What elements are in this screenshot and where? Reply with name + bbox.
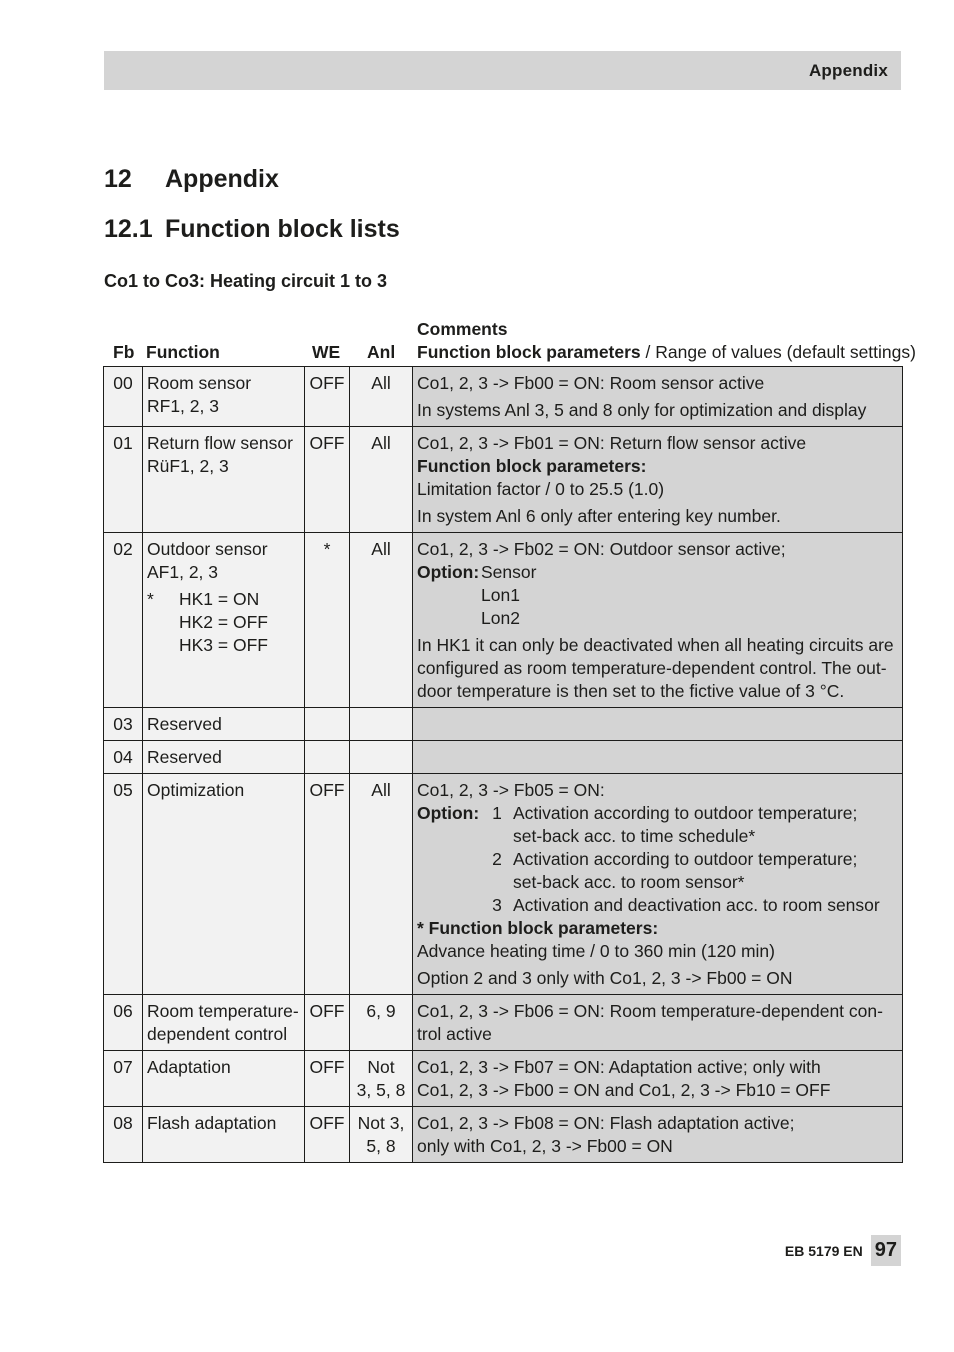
comment-line: trol active (417, 1024, 492, 1044)
section-number: 12.1 (104, 215, 153, 243)
function-line: RüF1, 2, 3 (147, 456, 229, 476)
comments-cell (412, 741, 903, 773)
subsection-heading: Co1 to Co3: Heating circuit 1 to 3 (104, 271, 388, 291)
function-line: HK2 = OFF (179, 612, 268, 632)
option-label: Option: (417, 562, 480, 582)
comment-line: set-back acc. to room sensor* (513, 872, 745, 892)
footnote-block (147, 588, 300, 611)
running-header (104, 51, 901, 90)
table-row (103, 741, 903, 774)
section-heading (104, 215, 400, 244)
function-line: AF1, 2, 3 (147, 562, 219, 582)
header-we: WE (312, 342, 341, 362)
comment-line: Lon1 (481, 585, 520, 605)
comment-line: Co1, 2, 3 -> Fb06 = ON: Room temperature-dependent con- (417, 1001, 883, 1021)
function-line: HK1 = ON (179, 589, 260, 609)
comment-line: In systems Anl 3, 5 and 8 only for optimization and display (417, 400, 867, 420)
function-line: HK3 = OFF (179, 635, 268, 655)
option-line (417, 802, 898, 848)
table-row (103, 1107, 903, 1163)
chapter-number: 12 (104, 165, 132, 193)
header-comments: Comments (417, 319, 508, 339)
comment-line: configured as room temperature-dependent control. The out- (417, 658, 887, 678)
comment-line: Limitation factor / 0 to 25.5 (1.0) (417, 479, 665, 499)
option-text (513, 802, 898, 848)
function-cell (142, 367, 304, 426)
table-row (103, 367, 903, 427)
option-number: 3 (492, 895, 502, 915)
function-line: Outdoor sensor (147, 539, 268, 559)
anl-line: 3, 5, 8 (356, 1080, 406, 1100)
comment-line: Option 2 and 3 only with Co1, 2, 3 -> Fb00 = ON (417, 968, 793, 988)
function-cell (142, 708, 304, 740)
fb-number: 00 (103, 367, 142, 426)
fb-number: 05 (103, 774, 142, 994)
header-function: Function (146, 342, 220, 362)
anl-value: All (349, 427, 412, 532)
comments-cell (412, 1051, 903, 1106)
function-cell (142, 1051, 304, 1106)
comment-line: Activation according to outdoor temperature; (513, 849, 858, 869)
we-value: OFF (304, 1107, 349, 1162)
comment-line: Activation and deactivation acc. to room sensor (513, 895, 880, 915)
comment-line: In HK1 it can only be deactivated when all heating circuits are (417, 635, 894, 655)
option-number: 1 (492, 803, 502, 823)
we-value: * (304, 533, 349, 707)
anl-value: All (349, 774, 412, 994)
we-value: OFF (304, 774, 349, 994)
table-row (103, 1051, 903, 1107)
we-value (304, 708, 349, 740)
fb-number: 04 (103, 741, 142, 773)
option-line (417, 894, 898, 917)
function-line: Flash adaptation (147, 1113, 277, 1133)
anl-value (349, 741, 412, 773)
anl-line: Not 3, (357, 1113, 405, 1133)
comment-line: * Function block parameters: (417, 918, 659, 938)
function-line: RF1, 2, 3 (147, 396, 219, 416)
comment-line: Co1, 2, 3 -> Fb00 = ON: Room sensor active (417, 373, 765, 393)
anl-value: All (349, 367, 412, 426)
comment-line: In system Anl 6 only after entering key number. (417, 506, 781, 526)
comments-cell (412, 708, 903, 740)
table-row (103, 774, 903, 995)
comments-cell (412, 995, 903, 1050)
comment-line: Activation according to outdoor temperature; (513, 803, 858, 823)
fb-number: 07 (103, 1051, 142, 1106)
fb-number: 01 (103, 427, 142, 532)
option-number: 2 (492, 849, 502, 869)
comment-line: Function block parameters: (417, 456, 647, 476)
comment-line: Co1, 2, 3 -> Fb02 = ON: Outdoor sensor active; (417, 539, 786, 559)
comment-line: Sensor (481, 562, 537, 582)
anl-value (349, 1051, 412, 1106)
anl-line: Not (367, 1057, 395, 1077)
function-line: Optimization (147, 780, 245, 800)
comments-cell (412, 774, 903, 994)
we-value: OFF (304, 427, 349, 532)
function-line: dependent control (147, 1024, 288, 1044)
function-cell (142, 995, 304, 1050)
anl-value: 6, 9 (349, 995, 412, 1050)
header-fb: Fb (113, 342, 135, 362)
we-value (304, 741, 349, 773)
comments-cell (412, 427, 903, 532)
option-text (513, 848, 898, 894)
header-anl: Anl (367, 342, 396, 362)
comments-cell (412, 1107, 903, 1162)
comment-line: Advance heating time / 0 to 360 min (120 min) (417, 941, 775, 961)
comment-line: Co1, 2, 3 -> Fb05 = ON: (417, 780, 605, 800)
anl-value: All (349, 533, 412, 707)
comments-cell (412, 367, 903, 426)
table-row (103, 708, 903, 741)
comment-line: Co1, 2, 3 -> Fb01 = ON: Return flow sensor active (417, 433, 807, 453)
option-line (417, 848, 898, 894)
comment-line: set-back acc. to time schedule* (513, 826, 756, 846)
fb-number: 02 (103, 533, 142, 707)
comment-line: Co1, 2, 3 -> Fb08 = ON: Flash adaptation active; (417, 1113, 795, 1133)
footnote-mark: * (147, 589, 154, 609)
comments-cell (412, 533, 903, 707)
function-line: Room sensor (147, 373, 252, 393)
function-line: Room temperature- (147, 1001, 299, 1021)
table-header (103, 318, 916, 366)
page-number: 97 (871, 1235, 901, 1266)
table-body (103, 366, 903, 1163)
comment-line: Co1, 2, 3 -> Fb07 = ON: Adaptation active; only with (417, 1057, 821, 1077)
we-value: OFF (304, 367, 349, 426)
function-line: Reserved (147, 747, 222, 767)
function-cell (142, 741, 304, 773)
option-label: Option: (417, 803, 480, 823)
function-cell (142, 1107, 304, 1162)
fb-number: 03 (103, 708, 142, 740)
table-row (103, 533, 903, 708)
section-title: Function block lists (165, 215, 400, 243)
table-row (103, 427, 903, 533)
running-header-title: Appendix (808, 61, 888, 80)
fb-number: 06 (103, 995, 142, 1050)
anl-line: 5, 8 (366, 1136, 396, 1156)
comment-line: only with Co1, 2, 3 -> Fb00 = ON (417, 1136, 673, 1156)
table-row (103, 995, 903, 1051)
function-cell (142, 427, 304, 532)
comment-line: door temperature is then set to the fictive value of 3 °C. (417, 681, 845, 701)
comment-line: Lon2 (481, 608, 520, 628)
comment-line: Co1, 2, 3 -> Fb00 = ON and Co1, 2, 3 -> Fb10 = OFF (417, 1080, 831, 1100)
header-params-rest: / Range of values (default settings) (640, 342, 916, 362)
function-line: Return flow sensor (147, 433, 293, 453)
header-params (417, 341, 916, 364)
chapter-heading (104, 165, 279, 194)
we-value: OFF (304, 995, 349, 1050)
we-value: OFF (304, 1051, 349, 1106)
document-code: EB 5179 EN (784, 1242, 863, 1259)
page-footer (785, 1235, 901, 1266)
function-block-table (103, 318, 916, 1163)
function-line: Reserved (147, 714, 222, 734)
anl-value (349, 1107, 412, 1162)
option-line (417, 561, 898, 584)
function-cell (142, 533, 304, 707)
function-line: Adaptation (147, 1057, 231, 1077)
header-params-bold: Function block parameters (417, 342, 641, 362)
fb-number: 08 (103, 1107, 142, 1162)
chapter-title: Appendix (165, 165, 279, 193)
function-cell (142, 774, 304, 994)
anl-value (349, 708, 412, 740)
